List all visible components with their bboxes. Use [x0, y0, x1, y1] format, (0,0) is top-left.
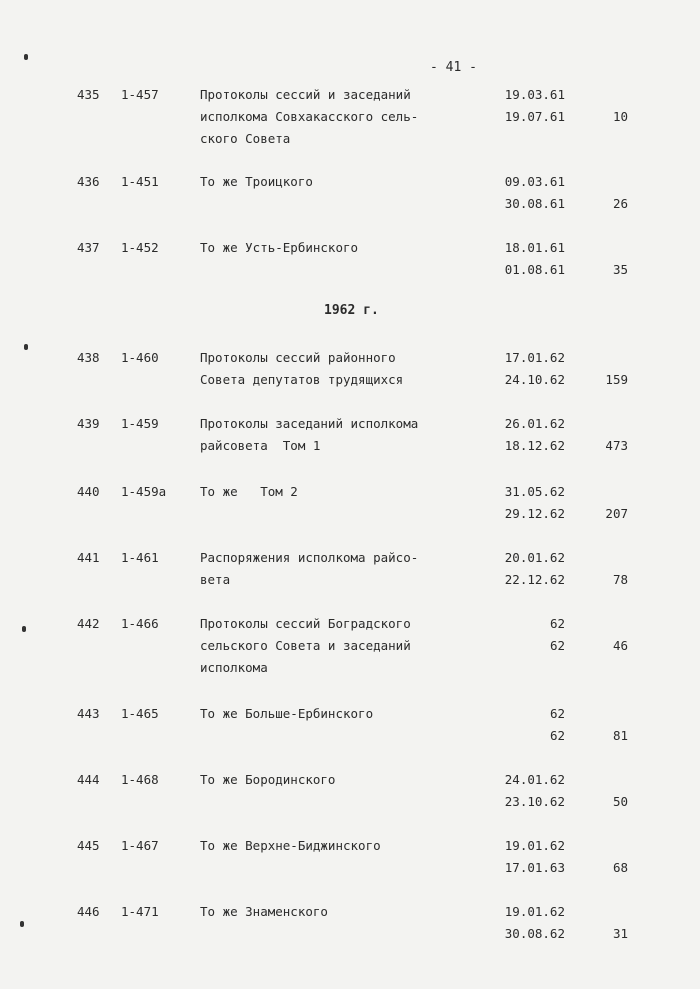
entry-sheet-count: 31 — [612, 926, 628, 941]
entry-number: 445 — [77, 838, 100, 853]
entry-title-line: вета — [200, 572, 231, 587]
entry-code: 1-465 — [121, 706, 159, 721]
table-row — [0, 613, 700, 679]
entry-code: 1-452 — [121, 240, 159, 255]
entry-code: 1-466 — [121, 616, 159, 631]
entry-sheet-count: 207 — [605, 506, 628, 521]
entry-title-line: То же Усть-Ербинского — [200, 240, 359, 255]
entry-number: 439 — [77, 416, 100, 431]
entry-code: 1-459а — [121, 484, 167, 499]
entry-title-line: Протоколы сессий и заседаний — [200, 87, 411, 102]
entry-date: 19.07.61 — [504, 109, 565, 124]
entry-title-line: То же Больше-Ербинского — [200, 706, 374, 721]
entry-date: 24.01.62 — [504, 772, 565, 787]
entry-title-line: Протоколы сессий районного — [200, 350, 396, 365]
entry-date: 24.10.62 — [504, 372, 565, 387]
entry-title-line: То же Бородинского — [200, 772, 336, 787]
table-row — [0, 84, 700, 150]
entry-number: 440 — [77, 484, 100, 499]
entry-code: 1-451 — [121, 174, 159, 189]
entry-sheet-count: 78 — [612, 572, 628, 587]
entry-title-line: То же Том 2 — [200, 484, 298, 499]
entry-date: 62 — [549, 638, 565, 653]
table-row — [0, 703, 700, 769]
entry-date: 62 — [549, 728, 565, 743]
entry-date: 23.10.62 — [504, 794, 565, 809]
table-row — [0, 347, 700, 413]
entry-number: 442 — [77, 616, 100, 631]
entry-number: 446 — [77, 904, 100, 919]
entry-title-line: Распоряжения исполкома райсо- — [200, 550, 419, 565]
entry-title-line: Протоколы заседаний исполкома — [200, 416, 419, 431]
year-heading: 1962 г. — [324, 303, 379, 318]
entry-date: 31.05.62 — [504, 484, 565, 499]
table-row — [0, 481, 700, 547]
entry-sheet-count: 50 — [612, 794, 628, 809]
entry-code: 1-457 — [121, 87, 159, 102]
page-number: - 41 - — [430, 60, 477, 75]
entry-date: 19.03.61 — [504, 87, 565, 102]
scan-speck — [22, 626, 26, 632]
table-row — [0, 237, 700, 303]
entry-title-line: райсовета Том 1 — [200, 438, 321, 453]
entry-date: 30.08.61 — [504, 196, 565, 211]
entry-code: 1-468 — [121, 772, 159, 787]
entry-sheet-count: 81 — [612, 728, 628, 743]
entry-code: 1-471 — [121, 904, 159, 919]
entry-number: 443 — [77, 706, 100, 721]
entry-date: 22.12.62 — [504, 572, 565, 587]
entry-sheet-count: 46 — [612, 638, 628, 653]
entry-number: 444 — [77, 772, 100, 787]
entry-title-line: Протоколы сессий Боградского — [200, 616, 411, 631]
entry-number: 437 — [77, 240, 100, 255]
entry-title-line: исполкома — [200, 660, 268, 675]
entry-sheet-count: 473 — [605, 438, 628, 453]
entry-code: 1-461 — [121, 550, 159, 565]
entry-code: 1-460 — [121, 350, 159, 365]
entry-date: 26.01.62 — [504, 416, 565, 431]
entry-date: 19.01.62 — [504, 838, 565, 853]
entry-date: 19.01.62 — [504, 904, 565, 919]
entry-date: 09.03.61 — [504, 174, 565, 189]
entry-number: 435 — [77, 87, 100, 102]
table-row — [0, 171, 700, 237]
entry-sheet-count: 159 — [605, 372, 628, 387]
entry-title-line: То же Верхне-Биджинского — [200, 838, 381, 853]
table-row — [0, 413, 700, 479]
scan-speck — [20, 921, 24, 927]
entry-number: 441 — [77, 550, 100, 565]
entry-title-line: То же Троицкого — [200, 174, 313, 189]
entry-sheet-count: 26 — [612, 196, 628, 211]
entry-date: 17.01.62 — [504, 350, 565, 365]
entry-date: 20.01.62 — [504, 550, 565, 565]
table-row — [0, 547, 700, 613]
entry-title-line: То же Знаменского — [200, 904, 328, 919]
scan-speck — [24, 344, 28, 350]
entry-date: 29.12.62 — [504, 506, 565, 521]
entry-date: 62 — [549, 616, 565, 631]
entry-date: 18.01.61 — [504, 240, 565, 255]
entry-date: 18.12.62 — [504, 438, 565, 453]
entry-date: 30.08.62 — [504, 926, 565, 941]
scan-speck — [24, 54, 28, 60]
entry-sheet-count: 10 — [612, 109, 628, 124]
table-row — [0, 835, 700, 901]
entry-date: 62 — [549, 706, 565, 721]
table-row — [0, 769, 700, 835]
entry-title-line: Совета депутатов трудящихся — [200, 372, 404, 387]
entry-sheet-count: 35 — [612, 262, 628, 277]
entry-title-line: ского Совета — [200, 131, 291, 146]
entry-number: 436 — [77, 174, 100, 189]
entry-number: 438 — [77, 350, 100, 365]
entry-title-line: исполкома Совхакасского сель- — [200, 109, 419, 124]
entry-code: 1-459 — [121, 416, 159, 431]
entry-sheet-count: 68 — [612, 860, 628, 875]
entry-code: 1-467 — [121, 838, 159, 853]
entry-date: 01.08.61 — [504, 262, 565, 277]
table-row — [0, 901, 700, 967]
entry-date: 17.01.63 — [504, 860, 565, 875]
entry-title-line: сельского Совета и заседаний — [200, 638, 411, 653]
